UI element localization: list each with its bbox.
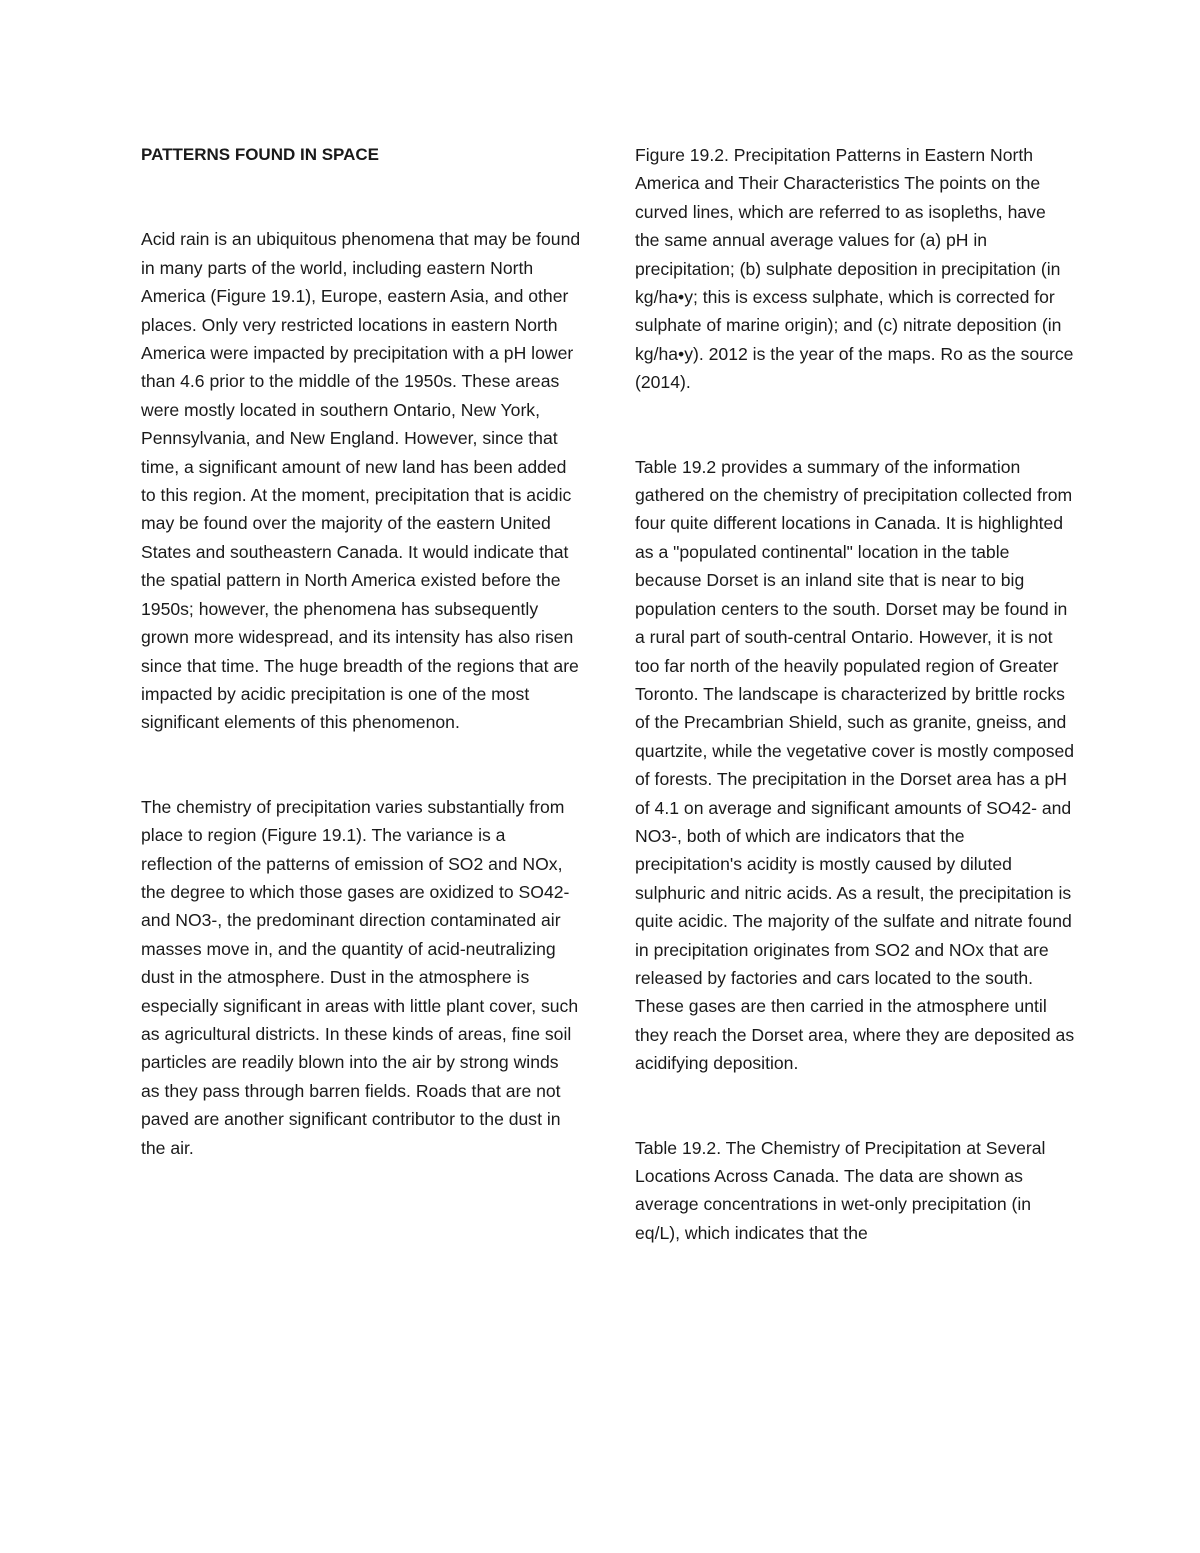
figure-caption-19-2: Figure 19.2. Precipitation Patterns in Eastern North America and Their Characteristics The points on the curved lines, which are referred to as isopleths, have the same annual average values for (a) pH in precipitation; (b) sulphate deposition in precipitation (in kg/ha•y; this is excess sulphate, which is corrected for sulphate of marine origin); and (c) nitrate deposition (in kg/ha•y). 2012 is the year of the maps. Ro as the source (2014). — [635, 145, 1074, 393]
table-caption-19-2: Table 19.2. The Chemistry of Precipitation at Several Locations Across Canada. The data are shown as average concentrations in wet-only precipitation (in eq/L), which indicates that the — [635, 1137, 1046, 1243]
paragraph-dorset-site: Table 19.2 provides a summary of the information gathered on the chemistry of precipitation collected from four quite different locations in Canada. It is highlighted as a "populated continental" location in the table because Dorset is an inland site that is near to big population centers to the south. Dorset may be found in a rural part of south-central Ontario. However, it is not too far north of the heavily populated region of Greater Toronto. The landscape is characterized by brittle rocks of the Precambrian Shield, such as granite, gneiss, and quartzite, while the vegetative cover is mostly composed of forests. The precipitation in the Dorset area has a pH of 4.1 on average and significant amounts of SO42- and NO3-, both of which are indicators that the precipitation's acidity is mostly caused by diluted sulphuric and nitric acids. As a result, the precipitation is quite acidic. The majority of the sulfate and nitrate found in precipitation originates from SO2 and NOx that are released by factories and cars located to the south. These gases are then carried in the atmosphere until they reach the Dorset area, where they are deposited as acidifying deposition. — [635, 456, 1075, 1074]
paragraph-precipitation-chemistry: The chemistry of precipitation varies substantially from place to region (Figure 19.1). The variance is a reflection of the patterns of emission of SO2 and NOx, the degree to which those gases are oxidized to SO42- and NO3-, the predominant direction contaminated air masses move in, and the quantity of acid-neutralizing dust in the atmosphere. Dust in the atmosphere is especially significant in areas with little plant cover, such as agricultural districts. In these kinds of areas, fine soil particles are readily blown into the air by strong winds as they pass through barren fields. Roads that are not paved are another significant contributor to the dust in the air. — [141, 796, 579, 1158]
right-text-column — [635, 141, 1075, 1247]
section-heading: PATTERNS FOUND IN SPACE — [141, 145, 380, 164]
left-text-column — [141, 141, 581, 1162]
paragraph-acid-rain-overview: Acid rain is an ubiquitous phenomena that may be found in many parts of the world, including eastern North America (Figure 19.1), Europe, eastern Asia, and other places. Only very restricted locations in eastern North America were impacted by precipitation with a pH lower than 4.6 prior to the middle of the 1950s. These areas were mostly located in southern Ontario, New York, Pennsylvania, and New England. However, since that time, a significant amount of new land has been added to this region. At the moment, precipitation that is acidic may be found over the majority of the eastern United States and southeastern Canada. It would indicate that the spatial pattern in North America existed before the 1950s; however, the phenomena has subsequently grown more widespread, and its intensity has also risen since that time. The huge breadth of the regions that are impacted by acidic precipitation is one of the most significant elements of this phenomenon. — [141, 229, 581, 733]
